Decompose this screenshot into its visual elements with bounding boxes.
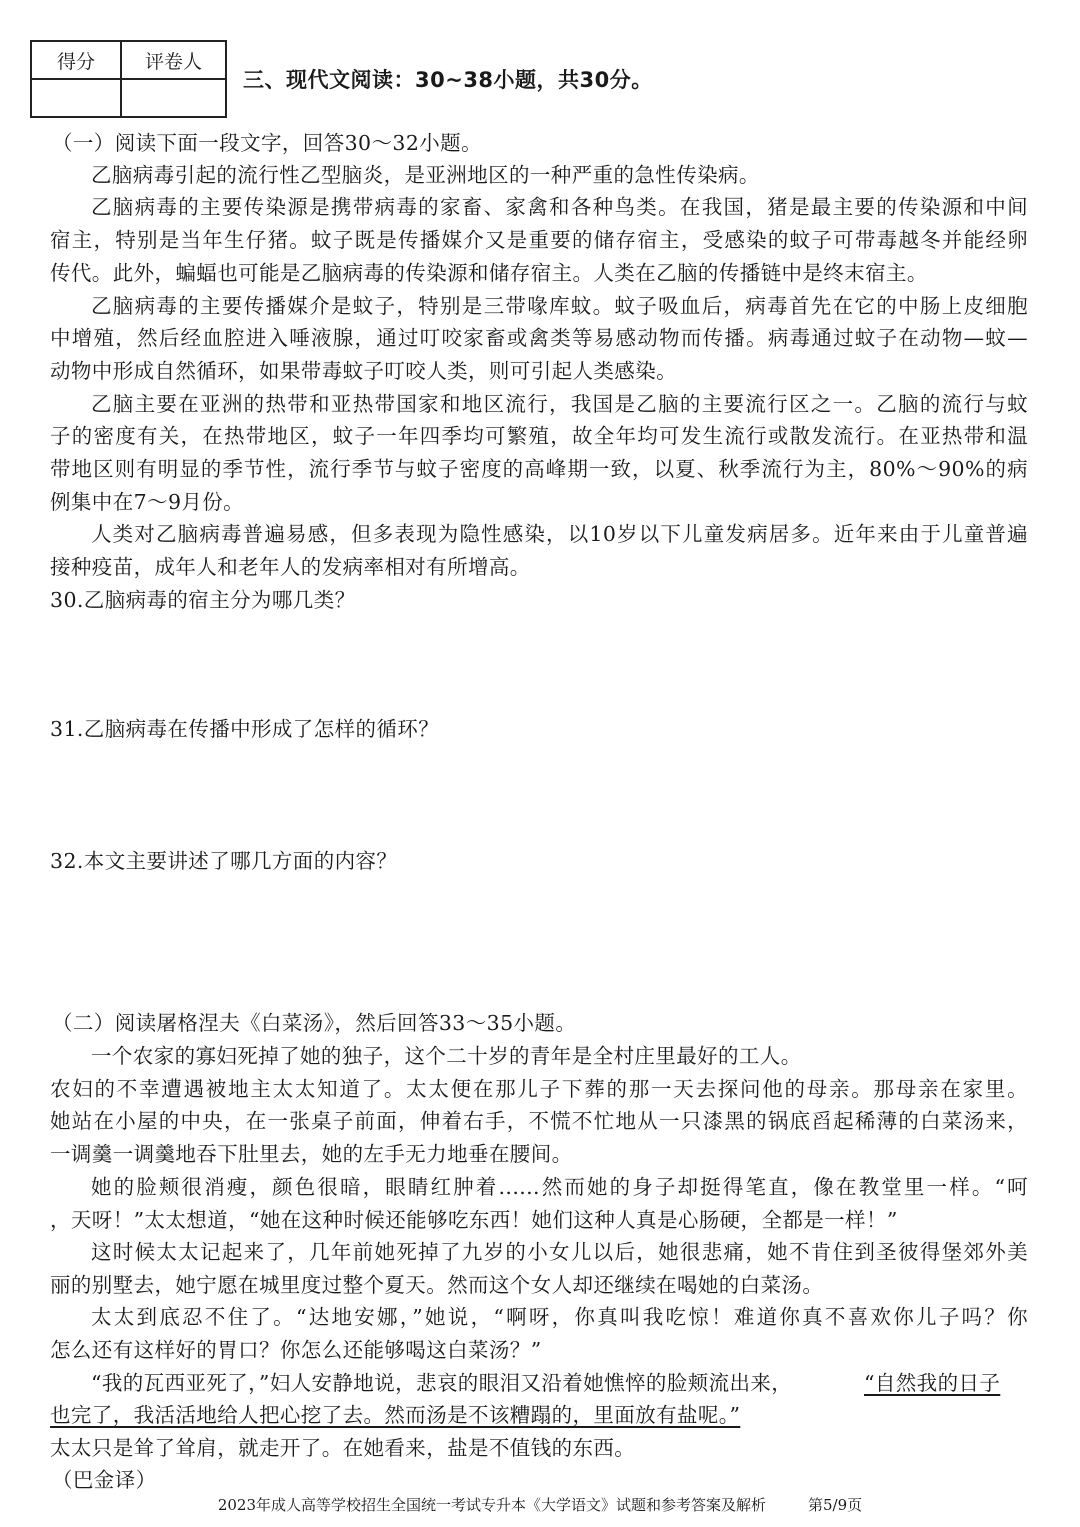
paragraph-line: 子的密度有关，在热带地区，蚊子一年四季均可繁殖，故全年均可发生流行或散发流行。在亚热带和温 <box>50 424 1028 448</box>
paragraph-line: 太太只是耸了耸肩，就走开了。在她看来，盐是不值钱的东西。 <box>50 1436 636 1460</box>
translator-credit: （巴金译） <box>52 1468 157 1492</box>
paragraph-line: 她站在小屋的中央，在一张桌子前面，伸着右手，不慌不忙地从一只漆黑的锅底舀起稀薄的白菜汤来， <box>50 1109 1028 1133</box>
paragraph-line: 一个农家的寡妇死掉了她的独子，这个二十岁的青年是全村庄里最好的工人。 <box>91 1044 802 1068</box>
underlined-quote: 也完了，我活活地给人把心挖了去。然而汤是不该糟蹋的，里面放有盐呢。” <box>50 1403 741 1427</box>
paragraph-line: 动物中形成自然循环，如果带毒蚊子叮咬人类，则可引起人类感染。 <box>50 359 677 383</box>
paragraph-line: ，天呀！”太太想道，“她在这种时候还能够吃东西！她们这种人真是心肠硬，全都是一样！” <box>50 1208 898 1232</box>
paragraph-line: 怎么还有这样好的胃口？你怎么还能够喝这白菜汤？” <box>50 1338 542 1362</box>
paragraph-line: 人类对乙脑病毒普遍易感，但多表现为隐性感染，以10岁以下儿童发病居多。近年来由于儿童普遍 <box>91 522 1028 546</box>
question-31: 31.乙脑病毒在传播中形成了怎样的循环？ <box>50 717 440 741</box>
paragraph-line: 中增殖，然后经血腔进入唾液腺，通过叮咬家畜或禽类等易感动物而传播。病毒通过蚊子在动物—蚊— <box>50 326 1028 350</box>
paragraph-line: 传代。此外，蝙蝠也可能是乙脑病毒的传染源和储存宿主。人类在乙脑的传播链中是终末宿主。 <box>50 261 928 285</box>
paragraph-line: 乙脑病毒的主要传染源是携带病毒的家畜、家禽和各种鸟类。在我国，猪是最主要的传染源和中间 <box>91 195 1028 219</box>
score-table <box>30 40 227 118</box>
paragraph-line: 她的脸颊很消瘦，颜色很暗，眼睛红肿着......然而她的身子却挺得笔直，像在教堂里一样。“呵 <box>91 1175 1028 1199</box>
paragraph-line: 接种疫苗，成年人和老年人的发病率相对有所增高。 <box>50 555 531 579</box>
paragraph-line: 宿主，特别是当年生仔猪。蚊子既是传播媒介又是重要的储存宿主，受感染的蚊子可带毒越冬并能经卵 <box>50 228 1028 252</box>
paragraph-line: 带地区则有明显的季节性，流行季节与蚊子密度的高峰期一致，以夏、秋季流行为主，80%～90%的病 <box>50 457 1028 481</box>
part2-intro: （二）阅读屠格涅夫《白菜汤》，然后回答33～35小题。 <box>52 1011 577 1035</box>
paragraph-line: 农妇的不幸遭遇被地主太太知道了。太太便在那儿子下葬的那一天去探问他的母亲。那母亲在家里。 <box>50 1077 1028 1101</box>
page-footer <box>0 1494 1080 1515</box>
paragraph-line: 乙脑主要在亚洲的热带和亚热带国家和地区流行，我国是乙脑的主要流行区之一。乙脑的流行与蚊 <box>91 392 1028 416</box>
paragraph-line: 太太到底忍不住了。“达地安娜，”她说，“啊呀，你真叫我吃惊！难道你真不喜欢你儿子吗？你 <box>91 1305 1028 1329</box>
paragraph-line: 这时候太太记起来了，几年前她死掉了九岁的小女儿以后，她很悲痛，她不肯住到圣彼得堡郊外美 <box>91 1240 1028 1264</box>
part1-intro: （一）阅读下面一段文字，回答30～32小题。 <box>52 131 482 155</box>
paragraph-line: 例集中在7～9月份。 <box>50 490 245 514</box>
score-label: 得分 <box>31 41 121 79</box>
paragraph-line: “我的瓦西亚死了，”妇人安静地说，悲哀的眼泪又沿着她憔悴的脸颊流出来， <box>91 1371 793 1395</box>
page-number: 第5/9页 <box>808 1496 863 1514</box>
paragraph-line: 一调羹一调羹地吞下肚里去，她的左手无力地垂在腰间。 <box>50 1142 573 1166</box>
question-32: 32.本文主要讲述了哪几方面的内容？ <box>50 849 398 873</box>
paragraph-line: 乙脑病毒引起的流行性乙型脑炎，是亚洲地区的一种严重的急性传染病。 <box>91 163 760 187</box>
paragraph-line: 丽的别墅去，她宁愿在城里度过整个夏天。然而这个女人却还继续在喝她的白菜汤。 <box>50 1273 824 1297</box>
footer-title: 2023年成人高等学校招生全国统一考试专升本《大学语文》试题和参考答案及解析 <box>217 1496 767 1514</box>
grader-cell <box>121 79 226 117</box>
score-cell <box>31 79 121 117</box>
paragraph-line: 乙脑病毒的主要传播媒介是蚊子，特别是三带喙库蚊。蚊子吸血后，病毒首先在它的中肠上皮细胞 <box>91 294 1028 318</box>
question-30: 30.乙脑病毒的宿主分为哪几类？ <box>50 588 356 612</box>
grader-label: 评卷人 <box>121 41 226 79</box>
section-title: 三、现代文阅读：30~38小题，共30分。 <box>243 68 653 92</box>
underlined-quote: “自然我的日子 <box>864 1371 1001 1395</box>
